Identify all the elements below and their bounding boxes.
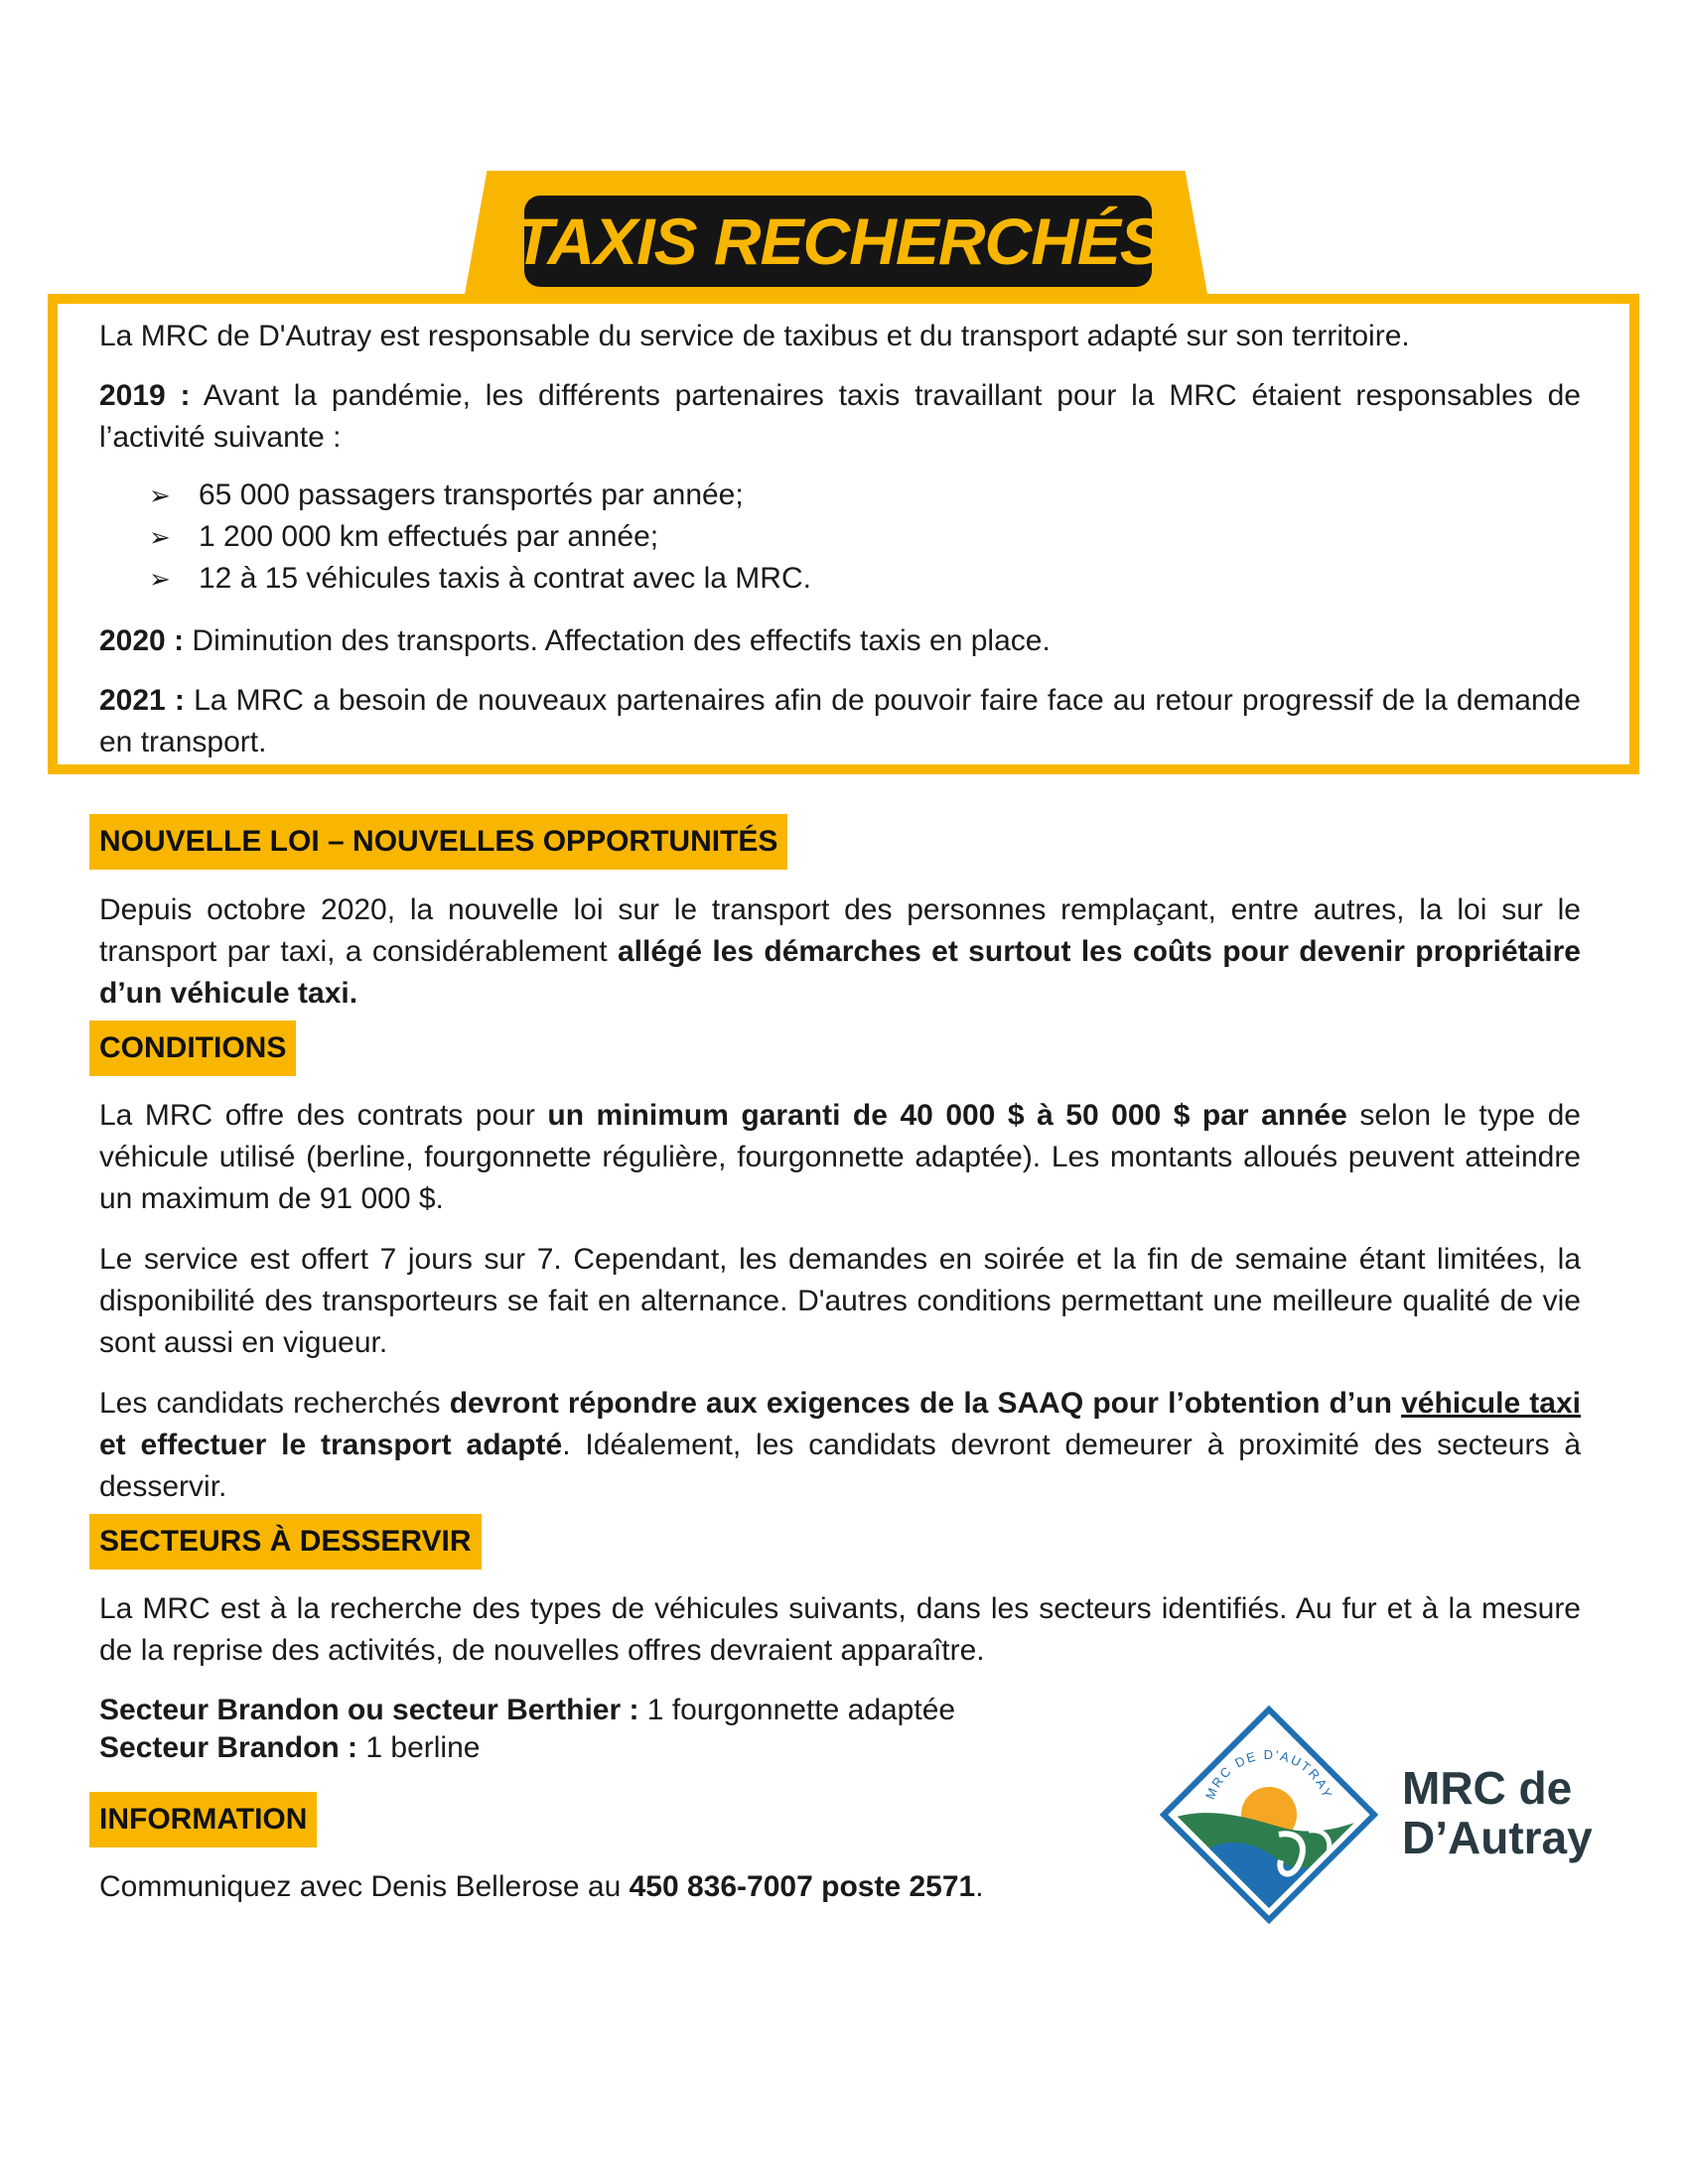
list-item: ➢ 65 000 passagers transportés par année; [149, 475, 811, 516]
year-2020-text: Diminution des transports. Affectation des effectifs taxis en place. [184, 624, 1051, 657]
logo-wordmark [1402, 1763, 1593, 1862]
conditions-paragraph-3: Les candidats recherchés devront répondre aux exigences de la SAAQ pour l’obtention d’un véhicule taxi et effectuer le transport adapté. Idéalement, les candidats devront demeurer à proximité des secteurs à desservir. [99, 1387, 1582, 1503]
page-title: TAXIS RECHERCHÉS [513, 205, 1163, 278]
secteur-line-1: Secteur Brandon ou secteur Berthier : 1 fourgonnette adaptée [99, 1694, 956, 1726]
section-heading-conditions: CONDITIONS [89, 1021, 296, 1076]
loi-paragraph: Depuis octobre 2020, la nouvelle loi sur le transport des personnes remplaçant, entre autres, la loi sur le transport par taxi, a considérablement allégé les démarches et surtout les coûts pour devenir propriétaire d’un véhicule taxi. [99, 893, 1581, 1010]
list-item: ➢ 12 à 15 véhicules taxis à contrat avec la MRC. [149, 558, 811, 600]
arrow-bullet-icon: ➢ [149, 564, 171, 594]
contact-line: Communiquez avec Denis Bellerose au 450 836-7007 poste 2571. [99, 1870, 984, 1903]
year-2020-label: 2020 : [99, 624, 185, 657]
logo-name-line-2: D’Autray [1402, 1812, 1593, 1863]
year-2021-label: 2021 : [99, 684, 185, 717]
section-heading-information: INFORMATION [89, 1792, 317, 1847]
year-2021-text: La MRC a besoin de nouveaux partenaires afin de pouvoir faire face au retour progressif de la demande en transport. [99, 684, 1581, 758]
secteur-line-2: Secteur Brandon : 1 berline [99, 1731, 481, 1764]
logo-name-line-1: MRC de [1402, 1762, 1573, 1814]
logo-arc-text: MRC DE D'AUTRAY [1201, 1746, 1336, 1802]
guaranteed-amount: un minimum garanti de 40 000 $ à 50 000 $ par année [547, 1099, 1347, 1132]
intro-2019 [99, 375, 1581, 459]
phone-number: 450 836-7007 poste 2571 [629, 1870, 976, 1903]
year-2019-text: Avant la pandémie, les différents partenaires taxis travaillant pour la MRC étaient responsables de l’activité suivante : [99, 379, 1581, 454]
intro-2021 [99, 680, 1581, 763]
secteurs-paragraph: La MRC est à la recherche des types de véhicules suivants, dans les secteurs identifiés. Au fur et à la mesure de la reprise des activités, de nouvelles offres devraient apparaître. [99, 1592, 1581, 1667]
intro-2020 [99, 620, 1581, 662]
mrc-logo-icon [1160, 1706, 1378, 1924]
title-banner [513, 196, 1163, 287]
section-heading-nouvelle-loi: NOUVELLE LOI – NOUVELLES OPPORTUNITÉS [89, 814, 787, 870]
loi-bold: allégé les démarches et surtout les coûts pour devenir propriétaire d’un véhicule taxi. [99, 935, 1581, 1010]
vehicule-taxi-underlined: véhicule taxi [1401, 1387, 1581, 1420]
list-item: ➢ 1 200 000 km effectués par année; [149, 516, 811, 558]
stats-list [149, 475, 811, 600]
year-2019-label: 2019 : [99, 379, 191, 412]
arrow-bullet-icon: ➢ [149, 480, 171, 510]
arrow-bullet-icon: ➢ [149, 522, 171, 552]
intro-line: La MRC de D'Autray est responsable du service de taxibus et du transport adapté sur son territoire. [99, 320, 1410, 352]
conditions-paragraph-1: La MRC offre des contrats pour un minimum garanti de 40 000 $ à 50 000 $ par année selon le type de véhicule utilisé (berline, fourgonnette régulière, fourgonnette adaptée). Les montants alloués peuvent atteindre un maximum de 91 000 $. [99, 1099, 1581, 1215]
section-heading-secteurs: SECTEURS À DESSERVIR [89, 1514, 482, 1570]
conditions-paragraph-2: Le service est offert 7 jours sur 7. Cependant, les demandes en soirée et la fin de semaine étant limitées, la disponibilité des transporteurs se fait en alternance. D'autres conditions permettant une meilleure qualité de vie sont aussi en vigueur. [99, 1243, 1581, 1359]
